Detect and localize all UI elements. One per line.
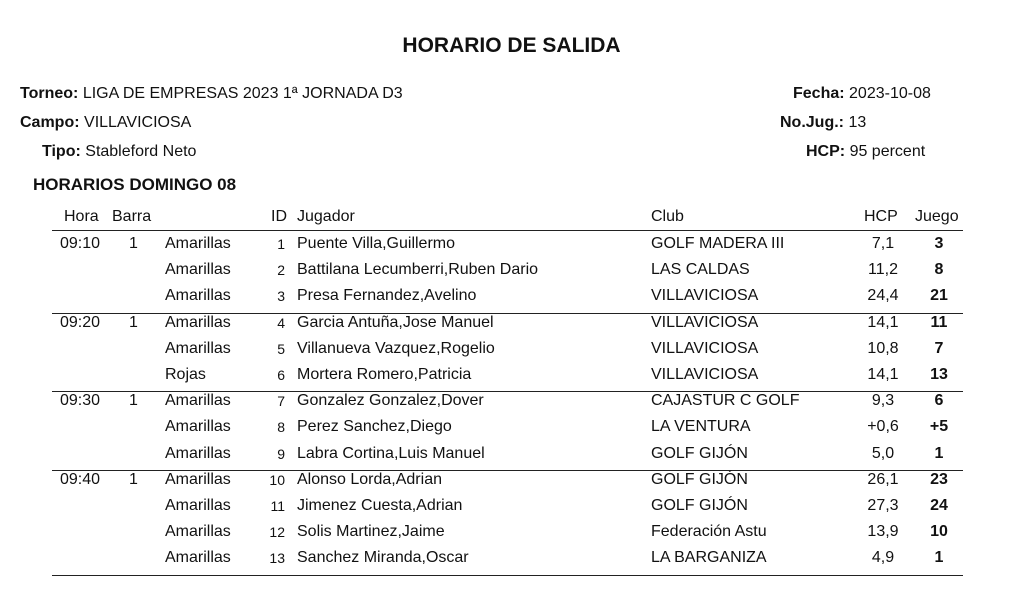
tee-time: 09:10 — [60, 235, 101, 252]
player-juego: 11 — [930, 314, 948, 331]
tee-color: Amarillas — [165, 497, 231, 514]
player-club: VILLAVICIOSA — [651, 366, 759, 383]
player-id: 8 — [277, 419, 285, 435]
player-name: Presa Fernandez,Avelino — [297, 287, 477, 304]
player-name: Gonzalez Gonzalez,Dover — [297, 392, 484, 409]
player-hcp: 26,1 — [867, 471, 899, 488]
player-id: 2 — [277, 262, 285, 278]
player-club: VILLAVICIOSA — [651, 340, 759, 357]
player-juego: 8 — [934, 261, 944, 278]
table-divider — [52, 575, 963, 576]
player-juego: 10 — [930, 523, 948, 540]
torneo-label: Torneo: — [20, 85, 79, 102]
barra-value: 1 — [129, 235, 138, 252]
player-club: GOLF GIJÓN — [651, 445, 748, 462]
player-name: Villanueva Vazquez,Rogelio — [297, 340, 495, 357]
tipo-line — [42, 142, 196, 162]
player-id: 5 — [277, 341, 285, 357]
player-id: 9 — [277, 446, 285, 462]
torneo-line — [20, 84, 403, 104]
player-juego: 7 — [934, 340, 944, 357]
tee-color: Amarillas — [165, 471, 231, 488]
tee-color: Amarillas — [165, 314, 231, 331]
nojug-line — [780, 113, 866, 133]
nojug-value: 13 — [848, 114, 867, 131]
tee-time: 09:40 — [60, 471, 101, 488]
page-title: HORARIO DE SALIDA — [402, 34, 621, 57]
barra-value: 1 — [129, 314, 138, 331]
tee-color: Amarillas — [165, 418, 231, 435]
tipo-label: Tipo: — [42, 143, 81, 160]
hcp-line — [806, 142, 925, 162]
player-club: VILLAVICIOSA — [651, 314, 759, 331]
player-club: GOLF GIJÓN — [651, 471, 748, 488]
col-header-juego: Juego — [915, 208, 959, 225]
col-header-jugador: Jugador — [297, 208, 355, 225]
barra-value: 1 — [129, 471, 138, 488]
tee-color: Rojas — [165, 366, 206, 383]
tee-color: Amarillas — [165, 523, 231, 540]
player-id: 6 — [277, 367, 285, 383]
player-juego: 3 — [934, 235, 944, 252]
torneo-value: LIGA DE EMPRESAS 2023 1ª JORNADA D3 — [82, 85, 403, 102]
player-club: Federación Astu — [651, 523, 767, 540]
col-header-id: ID — [271, 208, 287, 225]
player-juego: 1 — [934, 445, 944, 462]
player-juego: 21 — [930, 287, 948, 304]
player-hcp: 24,4 — [867, 287, 899, 304]
player-club: CAJASTUR C GOLF — [651, 392, 800, 409]
barra-value: 1 — [129, 392, 138, 409]
fecha-label: Fecha: — [793, 85, 845, 102]
player-hcp: 14,1 — [867, 314, 899, 331]
player-juego: 24 — [930, 497, 948, 514]
hcp-value: 95 percent — [849, 143, 926, 160]
player-juego: 13 — [930, 366, 948, 383]
player-name: Jimenez Cuesta,Adrian — [297, 497, 463, 514]
campo-line — [20, 113, 191, 133]
player-club: VILLAVICIOSA — [651, 287, 759, 304]
player-club: GOLF MADERA III — [651, 235, 785, 252]
tee-color: Amarillas — [165, 445, 231, 462]
player-name: Battilana Lecumberri,Ruben Dario — [297, 261, 539, 278]
player-club: LA BARGANIZA — [651, 549, 767, 566]
player-juego: 23 — [930, 471, 948, 488]
hcp-label: HCP: — [806, 143, 846, 160]
section-title: HORARIOS DOMINGO 08 — [33, 175, 237, 194]
tee-color: Amarillas — [165, 340, 231, 357]
player-id: 10 — [269, 472, 285, 488]
player-club: LAS CALDAS — [651, 261, 750, 278]
player-name: Solis Martinez,Jaime — [297, 523, 445, 540]
fecha-line — [793, 84, 931, 104]
player-id: 1 — [277, 236, 285, 252]
tee-color: Amarillas — [165, 287, 231, 304]
player-hcp: 10,8 — [867, 340, 899, 357]
player-juego: 1 — [934, 549, 944, 566]
col-header-hora: Hora — [64, 208, 99, 225]
player-hcp: 7,1 — [871, 235, 895, 252]
player-name: Alonso Lorda,Adrian — [297, 471, 442, 488]
player-hcp: 9,3 — [871, 392, 895, 409]
player-juego: 6 — [934, 392, 944, 409]
campo-label: Campo: — [20, 114, 80, 131]
player-juego: +5 — [929, 418, 949, 435]
player-name: Labra Cortina,Luis Manuel — [297, 445, 485, 462]
player-hcp: 13,9 — [867, 523, 899, 540]
player-name: Mortera Romero,Patricia — [297, 366, 472, 383]
col-header-club: Club — [651, 208, 684, 225]
player-club: GOLF GIJÓN — [651, 497, 748, 514]
player-club: LA VENTURA — [651, 418, 751, 435]
col-header-hcp: HCP — [864, 208, 898, 225]
tee-color: Amarillas — [165, 261, 231, 278]
player-hcp: 5,0 — [871, 445, 895, 462]
player-hcp: 4,9 — [871, 549, 895, 566]
player-hcp: +0,6 — [867, 418, 899, 435]
player-id: 3 — [277, 288, 285, 304]
tee-color: Amarillas — [165, 235, 231, 252]
player-hcp: 11,2 — [868, 261, 898, 278]
tee-color: Amarillas — [165, 392, 231, 409]
col-header-barra: Barra — [112, 208, 152, 225]
player-id: 13 — [269, 550, 285, 566]
player-id: 7 — [277, 393, 285, 409]
player-id: 12 — [269, 524, 285, 540]
fecha-value: 2023-10-08 — [849, 85, 931, 102]
tee-time: 09:30 — [60, 392, 101, 409]
player-name: Garcia Antuña,Jose Manuel — [297, 314, 494, 331]
player-name: Puente Villa,Guillermo — [297, 235, 456, 252]
tipo-value: Stableford Neto — [85, 143, 197, 160]
campo-value: VILLAVICIOSA — [84, 114, 192, 131]
player-hcp: 14,1 — [867, 366, 899, 383]
player-id: 11 — [270, 498, 285, 514]
player-id: 4 — [277, 315, 285, 331]
player-name: Sanchez Miranda,Oscar — [297, 549, 469, 566]
player-name: Perez Sanchez,Diego — [297, 418, 452, 435]
table-divider — [52, 230, 963, 231]
player-hcp: 27,3 — [867, 497, 899, 514]
tee-color: Amarillas — [165, 549, 231, 566]
nojug-label: No.Jug.: — [780, 114, 844, 131]
tee-time: 09:20 — [60, 314, 101, 331]
